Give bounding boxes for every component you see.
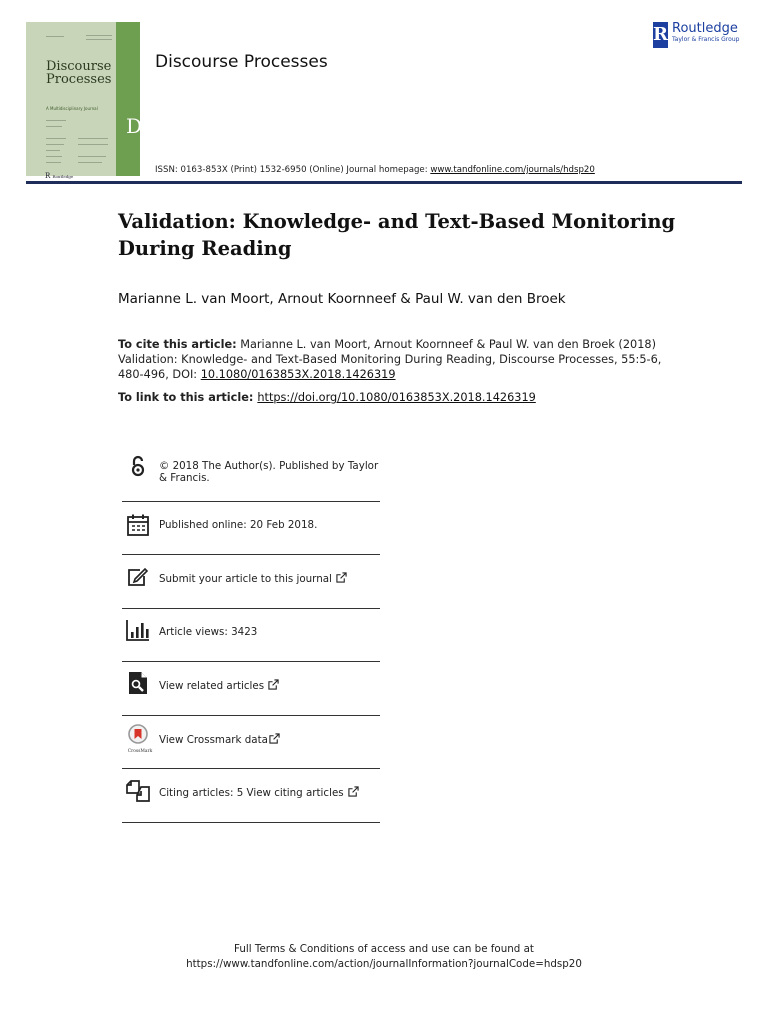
cover-monogram: DP [126,114,154,138]
publisher-tagline: Taylor & Francis Group [672,36,740,43]
info-item-citing[interactable] [122,769,380,823]
article-title: Validation: Knowledge- and Text-Based Monitoring During Reading [118,210,676,260]
link-to-article [118,391,536,404]
cover-publisher: R Routledge [45,172,74,180]
open-access-icon [126,454,150,478]
external-link-icon [269,733,280,744]
bar-chart-icon [126,618,150,642]
search-document-icon [126,671,150,695]
edit-icon [126,565,150,589]
routledge-r-logo-icon: R [653,22,668,48]
citation-doi-link[interactable]: 10.1080/0163853X.2018.1426319 [200,368,396,381]
copyright-text: © 2018 The Author(s). Published by Taylor & Francis. [159,460,379,484]
crossmark-link[interactable]: View Crossmark data [159,733,383,746]
article-authors: Marianne L. van Moort, Arnout Koornneef & Paul W. van den Broek [118,291,566,307]
cover-title: Discourse Processes [46,59,112,87]
info-item-open-access [122,448,380,502]
journal-homepage-link[interactable]: www.tandfonline.com/journals/hdsp20 [430,165,595,175]
cover-green-strip [116,22,140,176]
external-link-icon [336,572,347,583]
info-item-crossmark[interactable] [122,716,380,770]
citation-block [118,337,678,382]
crossmark-icon [126,724,150,748]
info-item-views [122,609,380,663]
citation-label: To cite this article: [118,338,237,351]
info-item-submit[interactable] [122,555,380,609]
footer-line-1: Full Terms & Conditions of access and use can be found at [234,943,534,955]
article-doi-url-link[interactable]: https://doi.org/10.1080/0163853X.2018.1426319 [257,391,536,404]
info-item-published [122,502,380,556]
article-views-text: Article views: 3423 [159,625,258,638]
footer-terms-url[interactable]: https://www.tandfonline.com/action/journalInformation?journalCode=hdsp20 [186,958,582,970]
citation-text: Marianne L. van Moort, Arnout Koornneef & Paul W. van den Broek (2018) Validation: Knowledge- and Text-Based Monitoring During Reading, Discourse Processes, 55:5-6, 480-496, DOI: [118,338,662,381]
calendar-icon [126,513,150,537]
cover-subtitle: A Multidisciplinary Journal [46,106,98,111]
header-rule [26,181,742,184]
submit-article-link[interactable]: Submit your article to this journal [159,572,383,585]
journal-name: Discourse Processes [155,52,328,72]
journal-cover-image [26,22,154,180]
article-info-list [122,448,380,823]
info-item-related[interactable] [122,662,380,716]
crossmark-caption: CrossMark [127,748,153,754]
publisher-name: Routledge [672,21,738,36]
routledge-logo [653,22,739,48]
citing-articles-link[interactable]: Citing articles: 5 View citing articles [159,786,383,799]
external-link-icon [348,786,359,797]
published-date-text: Published online: 20 Feb 2018. [159,518,318,531]
citing-articles-icon [126,779,150,803]
footer-terms [0,942,768,972]
link-to-label: To link to this article: [118,391,258,404]
external-link-icon [268,679,279,690]
related-articles-link[interactable]: View related articles [159,679,383,692]
issn-line: ISSN: 0163-853X (Print) 1532-6950 (Online) Journal homepage: www.tandfonline.com/journals/hdsp20 [155,165,595,175]
